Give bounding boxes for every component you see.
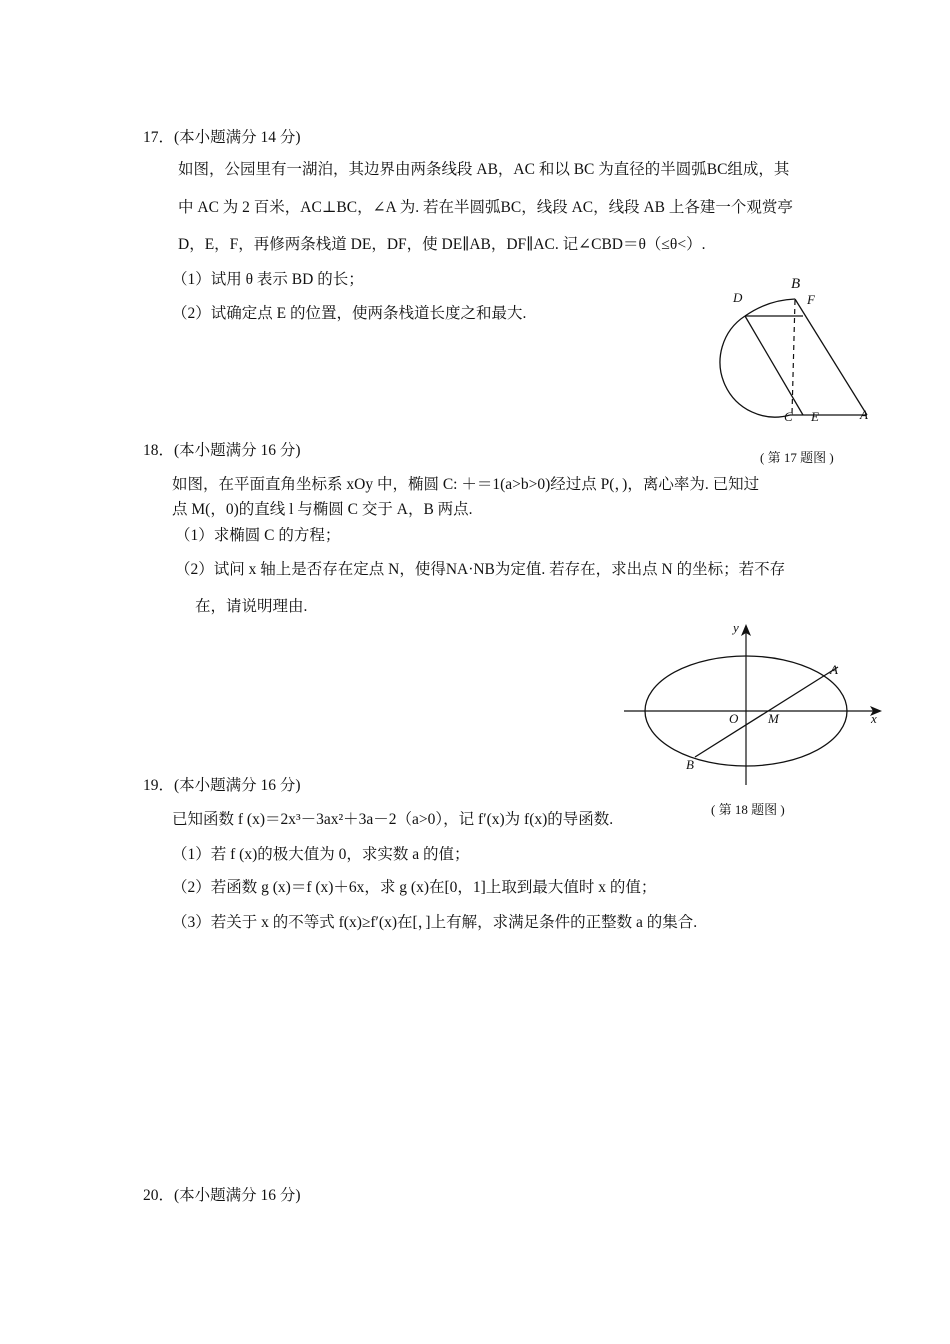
q18-line-l [695, 667, 838, 757]
q18-line2: 点 M(，0)的直线 l 与椭圆 C 交于 A，B 两点. [172, 501, 473, 518]
q18-part1: （1）求椭圆 C 的方程； [175, 527, 341, 544]
q19-part2: （2）若函数 g (x)＝f (x)＋6x，求 g (x)在[0，1]上取到最大值时 x 的值； [172, 879, 657, 896]
q18-line1: 如图，在平面直角坐标系 xOy 中，椭圆 C: ＋＝1(a>b>0)经过点 P(，)，离心率为. 已知过 [172, 476, 760, 493]
q19-part1: （1）若 f (x)的极大值为 0，求实数 a 的值； [172, 846, 470, 863]
q17-label-d: D [733, 290, 743, 305]
q19-part3: （3）若关于 x 的不等式 f(x)≥f′(x)在[，]上有解，求满足条件的正整数 a 的集合. [172, 914, 698, 931]
q18-title: 18．(本小题满分 16 分) [143, 442, 301, 459]
q19-title: 19．(本小题满分 16 分) [143, 777, 301, 794]
q17-label-e: E [811, 409, 819, 424]
q17-caption: ( 第 17 题图 ) [760, 450, 834, 465]
q20-title: 20．(本小题满分 16 分) [143, 1187, 301, 1204]
q18-label-m: M [768, 711, 779, 726]
q17-label-b: B [791, 276, 801, 292]
q18-label-b: B [686, 757, 694, 772]
q18-label-o: O [729, 711, 739, 726]
q17-part2: （2）试确定点 E 的位置，使两条栈道长度之和最大. [172, 305, 527, 322]
q18-part2-line1: （2）试问 x 轴上是否存在定点 N，使得NA·NB为定值. 若存在，求出点 N 的坐标；若不存 [175, 561, 786, 578]
q17-label-a: A [860, 407, 868, 422]
q17-line2: 中 AC 为 2 百米，AC⊥BC，∠A 为. 若在半圆弧BC，线段 AC，线段 AB 上各建一个观赏亭 [178, 199, 793, 216]
q17-title: 17．(本小题满分 14 分) [143, 129, 301, 146]
q18-label-a: A [830, 662, 838, 677]
q17-line1: 如图，公园里有一湖泊，其边界由两条线段 AB，AC 和以 BC 为直径的半圆弧BC组成，其 [178, 161, 790, 178]
q18-label-y: y [733, 620, 739, 635]
q18-caption: ( 第 18 题图 ) [711, 802, 785, 817]
q17-part1: （1）试用 θ 表示 BD 的长； [172, 271, 364, 288]
q18-label-x: x [871, 711, 877, 726]
q17-line3: D，E，F，再修两条栈道 DE，DF，使 DE∥AB，DF∥AC. 记∠CBD＝θ（≤θ<）. [178, 236, 706, 253]
q17-label-f: F [807, 292, 815, 307]
q17-label-c: C [784, 409, 793, 424]
q18-part2-line2: 在，请说明理由. [195, 598, 308, 615]
q19-line1: 已知函数 f (x)＝2x³－3ax²＋3a－2（a>0），记 f′(x)为 f(x)的导函数. [172, 811, 614, 828]
